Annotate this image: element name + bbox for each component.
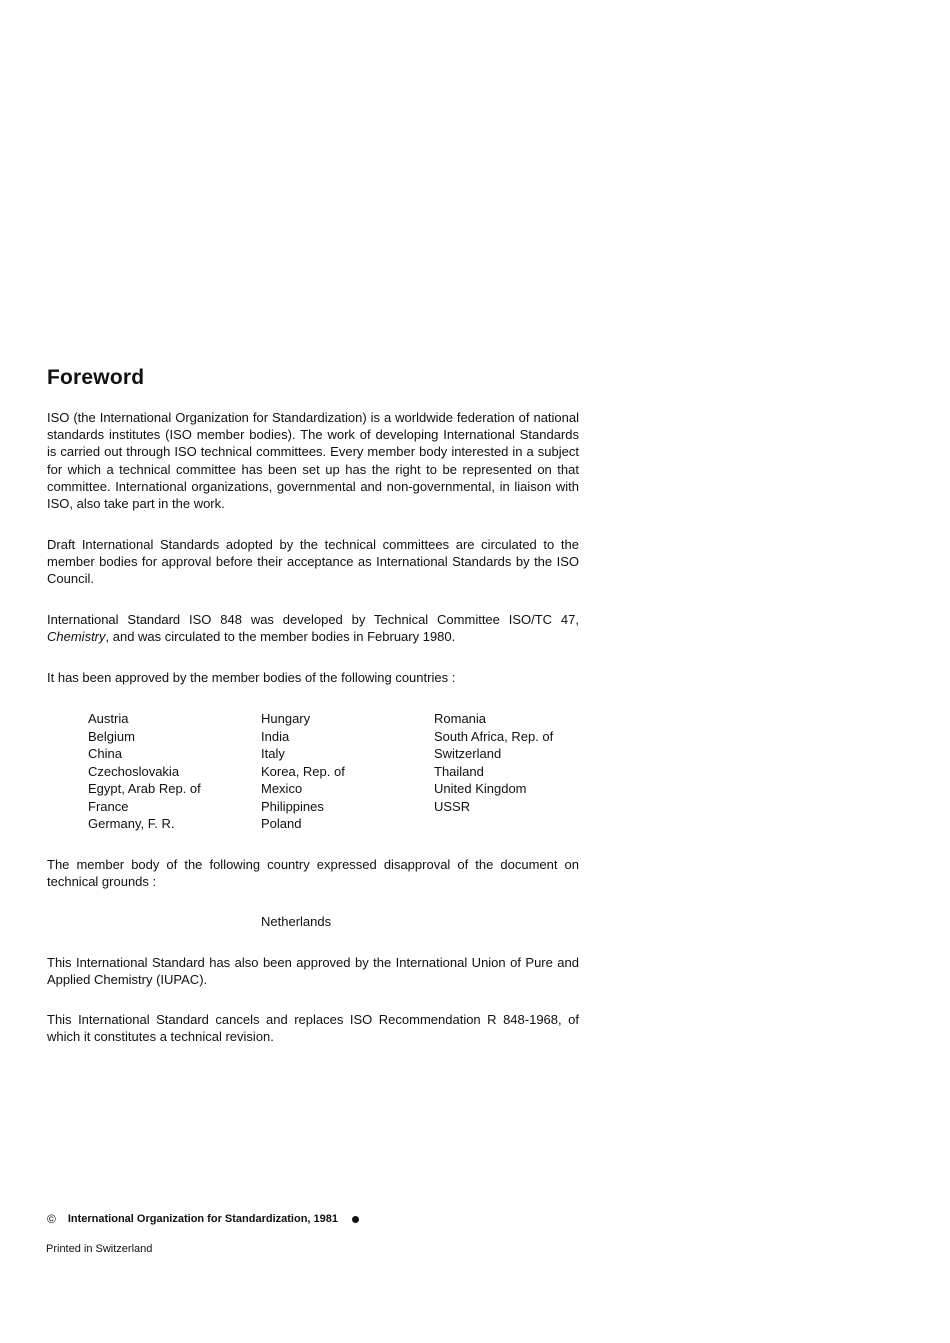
country-item: Thailand — [434, 763, 484, 779]
country-item: Poland — [261, 816, 302, 831]
country-item: Switzerland — [434, 746, 502, 761]
development-text-start: International Standard ISO 848 was developed by Technical Committee ISO/TC 47, — [47, 612, 579, 627]
paragraph-iupac: This International Standard has also been approved by the International Union of Pure and Applied Chemistry (IUPAC). — [47, 955, 579, 988]
country-item: Mexico — [261, 781, 303, 796]
country-item: Hungary — [261, 711, 311, 726]
country-item: South Africa, Rep. of — [434, 728, 554, 744]
paragraph-development — [47, 611, 579, 645]
printed-location: Printed in Switzerland — [46, 1243, 153, 1255]
country-item: Czechoslovakia — [88, 763, 180, 779]
country-item: Austria — [88, 711, 129, 726]
country-item: Romania — [434, 711, 487, 726]
copyright-line — [47, 1212, 359, 1226]
country-item: Korea, Rep. of — [261, 763, 345, 779]
country-item: Philippines — [261, 798, 324, 814]
country-item: China — [88, 746, 122, 761]
country-item: Egypt, Arab Rep. of — [88, 781, 201, 796]
page-title: Foreword — [47, 366, 145, 389]
country-item: Italy — [261, 746, 285, 761]
country-column-1 — [88, 710, 201, 833]
country-item: Germany, F. R. — [88, 816, 175, 831]
paragraph-disapproval: The member body of the following country expressed disapproval of the document on technical grounds : — [47, 857, 579, 890]
paragraph-iso-intro: ISO (the International Organization for Standardization) is a worldwide federation of national standards institutes (ISO member bodies). The work of developing International Standards is carried out through ISO technical committees. Every member body interested in a subject for which a technical committee has been set up has the right to be represented on that committee. International organizations, governmental and non-governmental, in liaison with ISO, also take part in the work. — [47, 410, 579, 512]
country-item: France — [88, 798, 129, 814]
country-item: Belgium — [88, 728, 135, 744]
disapproval-country: Netherlands — [261, 914, 332, 929]
paragraph-approval-intro: It has been approved by the member bodies of the following countries : — [47, 670, 456, 685]
country-item: India — [261, 728, 290, 744]
country-item: USSR — [434, 798, 471, 814]
country-item: United Kingdom — [434, 781, 527, 796]
development-text-end: , and was circulated to the member bodies in February 1980. — [105, 629, 456, 645]
country-column-3 — [434, 710, 553, 815]
country-column-2 — [261, 710, 345, 833]
paragraph-draft-standards: Draft International Standards adopted by the technical committees are circulated to the member bodies for approval before their acceptance as International Standards by the ISO Council. — [47, 537, 579, 587]
committee-name: Chemistry — [47, 629, 106, 645]
copyright-icon: © — [47, 1212, 56, 1226]
copyright-organization: International Organization for Standardization, 1981 — [67, 1213, 338, 1225]
paragraph-revision: This International Standard cancels and replaces ISO Recommendation R 848-1968, of which it constitutes a technical revision. — [47, 1012, 579, 1045]
bullet-icon — [352, 1216, 359, 1223]
